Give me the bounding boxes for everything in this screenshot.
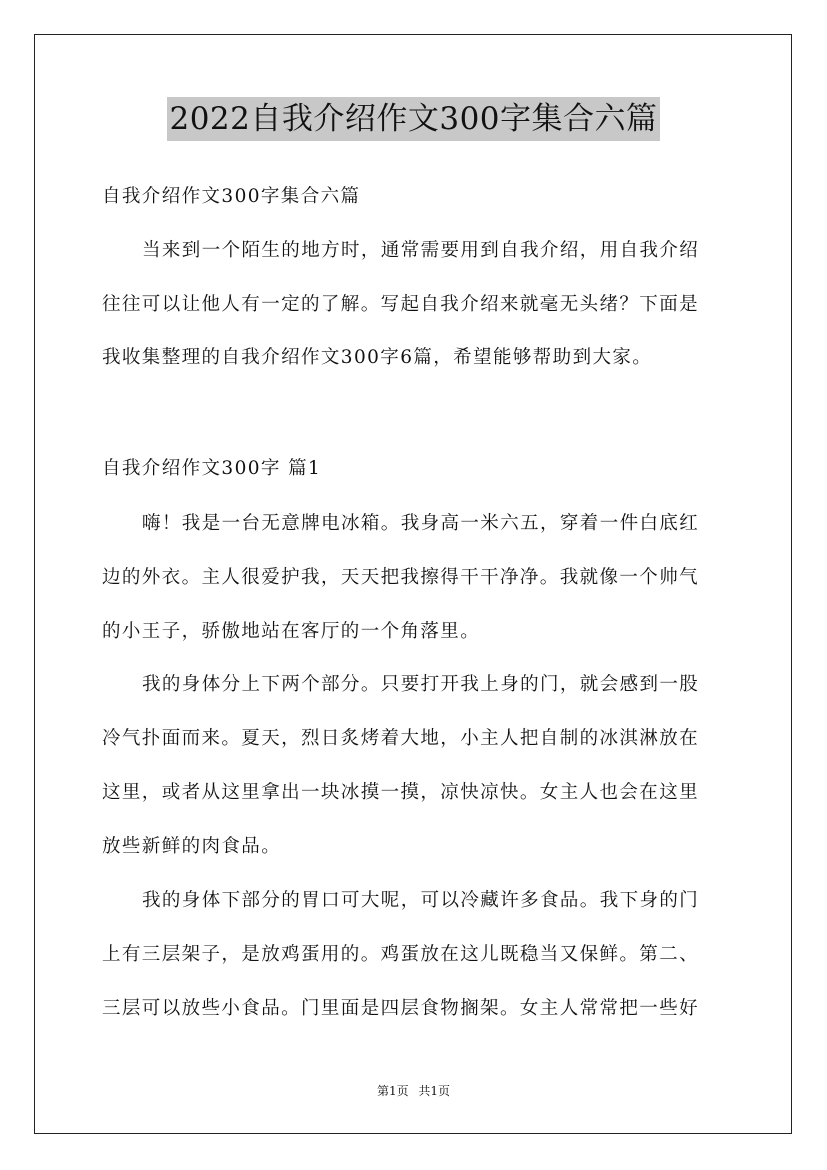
text-line-p1-1: 嗨！我是一台无意牌电冰箱。我身高一米六五，穿着一件白底红 bbox=[142, 513, 700, 534]
text-line-p2-2: 冷气扑面而来。夏天，烈日炙烤着大地，小主人把自制的冰淇淋放在 bbox=[102, 728, 700, 749]
text-line-p3-3: 三层可以放些小食品。门里面是四层食物搁架。女主人常常把一些好 bbox=[102, 998, 700, 1019]
text-line-p2-1: 我的身体分上下两个部分。只要打开我上身的门，就会感到一股 bbox=[142, 674, 700, 695]
section-heading: 自我介绍作文300字 篇1 bbox=[102, 458, 322, 479]
text-line-p2-3: 这里，或者从这里拿出一块冰摸一摸，凉快凉快。女主人也会在这里 bbox=[102, 782, 700, 803]
text-line-intro-3: 我收集整理的自我介绍作文300字6篇，希望能够帮助到大家。 bbox=[102, 347, 653, 368]
page-total: 共1页 bbox=[418, 1084, 451, 1098]
text-line-p1-2: 边的外衣。主人很爱护我，天天把我擦得干干净净。我就像一个帅气 bbox=[102, 567, 700, 588]
text-line-p2-4: 放些新鲜的肉食品。 bbox=[102, 836, 282, 857]
text-line-intro-2: 往往可以让他人有一定的了解。写起自我介绍来就毫无头绪？下面是 bbox=[102, 294, 700, 315]
text-line-p3-1: 我的身体下部分的胃口可大呢，可以冷藏许多食品。我下身的门 bbox=[142, 890, 700, 911]
page-number: 第1页 bbox=[376, 1084, 409, 1098]
title-container bbox=[0, 97, 827, 141]
document-title: 2022自我介绍作文300字集合六篇 bbox=[167, 97, 659, 141]
page-footer bbox=[0, 1082, 827, 1099]
subtitle-line: 自我介绍作文300字集合六篇 bbox=[102, 186, 361, 207]
text-line-intro-1: 当来到一个陌生的地方时，通常需要用到自我介绍，用自我介绍 bbox=[142, 240, 700, 261]
text-line-p1-3: 的小王子，骄傲地站在客厅的一个角落里。 bbox=[102, 621, 481, 642]
text-line-p3-2: 上有三层架子，是放鸡蛋用的。鸡蛋放在这儿既稳当又保鲜。第二、 bbox=[102, 944, 700, 965]
